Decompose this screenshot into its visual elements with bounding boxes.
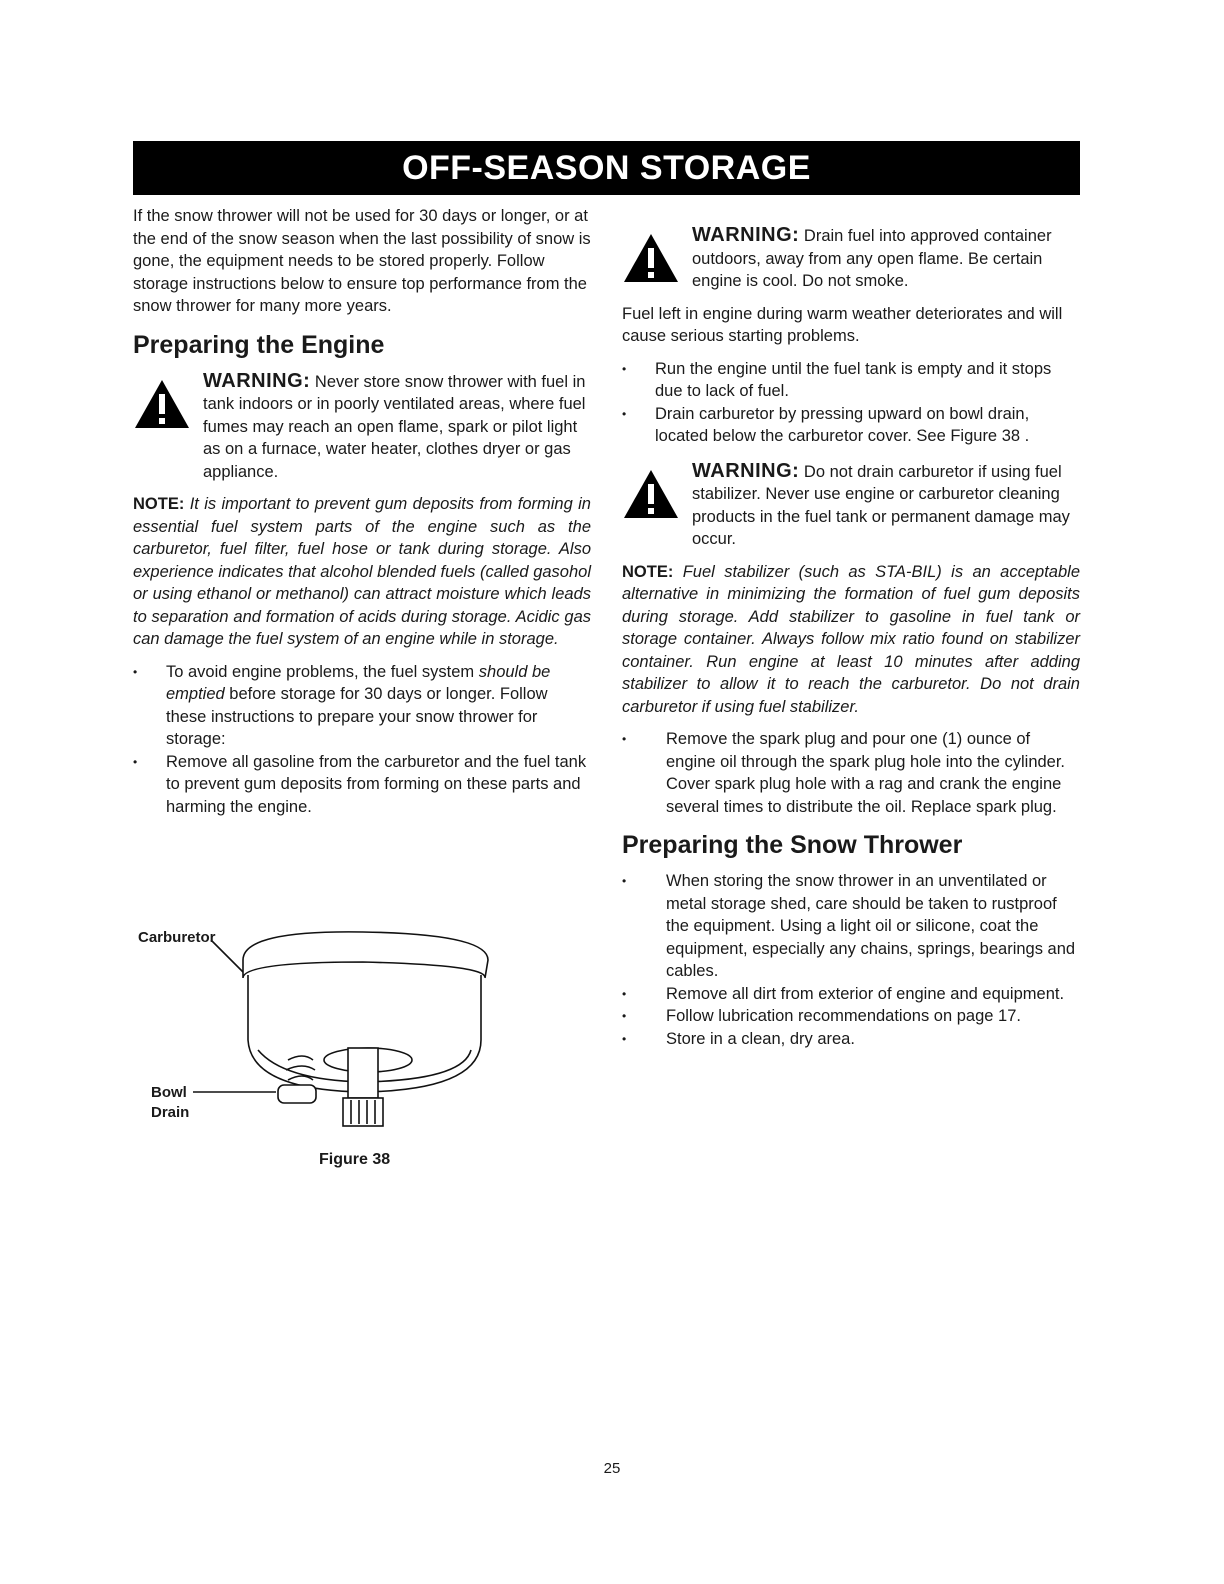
bowl-label: Bowl (151, 1084, 187, 1101)
stabilizer-warning (622, 460, 1080, 551)
carburetor-label: Carburetor (138, 929, 216, 946)
snow-thrower-bullets (622, 870, 1080, 1050)
list-item: • Remove all dirt from exterior of engine and equipment. (622, 983, 1080, 1006)
note-text: Fuel stabilizer (such as STA-BIL) is an acceptable alternative in minimizing the formation of fuel gum deposits during storage. Add stabilizer to gasoline in fuel tank or storage container. Always follow mix ratio found on stabilizer container. Run engine at least 10 minutes after adding stabilizer to allow it to reach the carburetor. Do not drain carburetor if using fuel stabilizer. (622, 562, 1080, 716)
list-item: • Remove the spark plug and pour one (1) ounce of engine oil through the spark plug hole into the cylinder. Cover spark plug hole with a rag and crank the engine several times to distribute the oil. Replace spark plug. (622, 728, 1080, 818)
engine-note (133, 493, 591, 651)
list-item: • Run the engine until the fuel tank is empty and it stops due to lack of fuel. (622, 358, 1080, 403)
warning-triangle-icon (622, 468, 680, 520)
fuel-bullets (622, 358, 1080, 448)
right-column (622, 224, 1080, 1060)
list-item: • Drain carburetor by pressing upward on bowl drain, located below the carburetor cover. See Figure 38 . (622, 403, 1080, 448)
drain-fuel-warning (622, 224, 1080, 293)
page-number: 25 (603, 1460, 621, 1477)
warning-label: WARNING: (203, 369, 311, 392)
list-item: • Store in a clean, dry area. (622, 1028, 1080, 1051)
warning-label: WARNING: (692, 459, 800, 482)
warning-text: Never store snow thrower with fuel in tank indoors or in poorly ventilated areas, where fuel fumes may reach an open flame, spark or pilot light as on a furnace, water heater, clothes dryer or gas appliance. (203, 372, 586, 481)
figure-caption: Figure 38 (319, 1151, 391, 1168)
left-column (133, 205, 591, 828)
engine-warning (133, 370, 591, 484)
list-item: • When storing the snow thrower in an unventilated or metal storage shed, care should be taken to rustproof the equipment. Using a light oil or silicone, coat the equipment, especially any chains, springs, bearings and cables. (622, 870, 1080, 983)
list-item: • To avoid engine problems, the fuel system should be emptied before storage for 30 days or longer. Follow these instructions to prepare your snow thrower for storage: (133, 661, 591, 751)
intro-paragraph: If the snow thrower will not be used for 30 days or longer, or at the end of the snow season when the last possibility of snow is gone, the equipment needs to be stored properly. Follow storage instructions below to ensure top performance from the snow thrower for many more years. (133, 207, 591, 315)
warning-triangle-icon (622, 232, 680, 284)
engine-bullets (133, 661, 591, 819)
note-text: It is important to prevent gum deposits from forming in essential fuel system parts of the engine such as the carburetor, fuel filter, fuel hose or tank during storage. Also experience indicates that alcohol blended fuels (called gasohol or using ethanol or methanol) can attract moisture which leads to separation and formation of acids during storage. Acidic gas can damage the fuel system of an engine while in storage. (133, 495, 591, 648)
snow-thrower-heading: Preparing the Snow Thrower (622, 831, 963, 859)
note-label: NOTE: (133, 495, 185, 513)
list-item: • Remove all gasoline from the carburetor and the fuel tank to prevent gum deposits from forming on these parts and harming the engine. (133, 751, 591, 819)
drain-label: Drain (151, 1104, 190, 1121)
note-label: NOTE: (622, 562, 674, 581)
warning-label: WARNING: (692, 224, 800, 246)
warning-triangle-icon (133, 378, 191, 430)
warning-text: Drain fuel into approved container outdoors, away from any open flame. Be certain engine is cool. Do not smoke. (692, 227, 1052, 290)
stabilizer-note (622, 561, 1080, 719)
fuel-paragraph: Fuel left in engine during warm weather deteriorates and will cause serious starting problems. (622, 304, 1063, 345)
engine-heading: Preparing the Engine (133, 330, 385, 359)
section-title-banner: OFF-SEASON STORAGE (133, 141, 1080, 195)
oil-bullets (622, 728, 1080, 818)
list-item: • Follow lubrication recommendations on page 17. (622, 1005, 1080, 1028)
warning-text: Do not drain carburetor if using fuel stabilizer. Never use engine or carburetor cleaning products in the fuel tank or permanent damage may occur. (692, 462, 1070, 548)
figure-38 (133, 920, 493, 1180)
